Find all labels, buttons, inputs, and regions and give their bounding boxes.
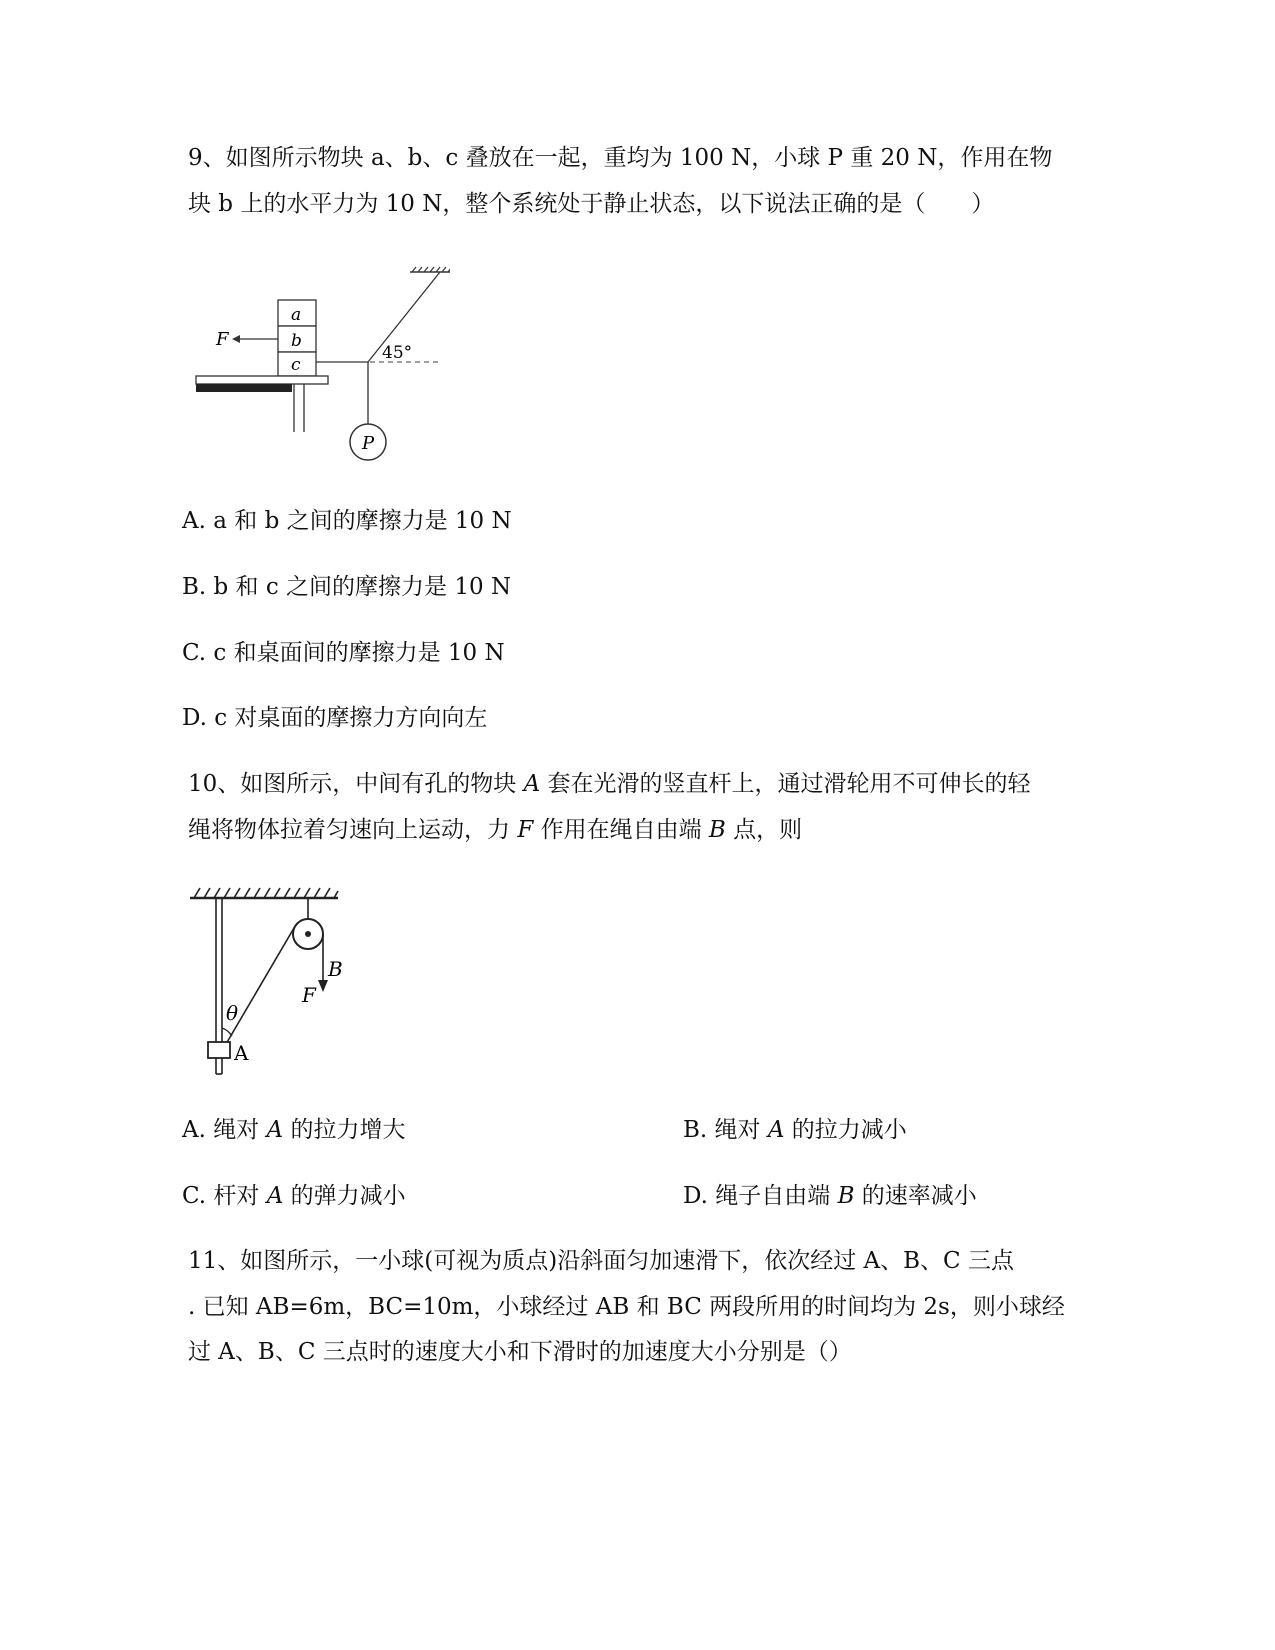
q9-table-top [196, 376, 328, 384]
q10-line1-var: A [523, 771, 541, 797]
q10-option-a-post: 的拉力增大 [283, 1117, 406, 1143]
q10-label-a: A [234, 1041, 249, 1065]
q10-line2-var2: B [708, 817, 726, 843]
q10-angle-arc [222, 1028, 232, 1036]
q9-label-p: P [362, 433, 375, 454]
q9-table-shadow [196, 384, 292, 392]
q10-option-c-pre: C. 杆对 [182, 1183, 267, 1209]
q9-label-c: c [291, 355, 301, 375]
q10-block-a [208, 1042, 230, 1058]
q9-option-d[interactable]: D. c 对桌面的摩擦力方向向左 [182, 705, 488, 731]
q10-option-d-pre: D. 绳子自由端 [683, 1183, 838, 1209]
q10-diagram [190, 878, 350, 1078]
q9-text-line-1: 9、如图所示物块 a、b、c 叠放在一起，重均为 100 N，小球 P 重 20 N，作用在物 [188, 145, 1053, 171]
q9-label-f: F [216, 329, 229, 350]
q10-option-a-var: A [266, 1117, 284, 1143]
q10-option-b-pre: B. 绳对 [683, 1117, 768, 1143]
q9-label-b: b [291, 331, 302, 351]
q10-rope-slanted [226, 928, 294, 1044]
q10-option-a[interactable] [182, 1115, 405, 1145]
q10-line2-mid: 作用在绳自由端 [533, 817, 709, 843]
q10-option-d[interactable] [683, 1181, 977, 1211]
q9-option-b[interactable]: B. b 和 c 之间的摩擦力是 10 N [182, 574, 512, 600]
q9-force-arrowhead [232, 335, 240, 343]
q10-label-theta: θ [226, 1001, 239, 1025]
q10-text-line-1 [188, 769, 1031, 799]
q10-option-c[interactable] [182, 1181, 406, 1211]
q11-text-line-2: . 已知 AB=6m，BC=10m，小球经过 AB 和 BC 两段所用的时间均为 2s，则小球经 [188, 1294, 1065, 1320]
q10-line1-post: 套在光滑的竖直杆上，通过滑轮用不可伸长的轻 [540, 771, 1031, 797]
q9-label-a: a [291, 305, 302, 325]
q9-diagram [190, 262, 450, 472]
q10-line2-post: 点，则 [725, 817, 803, 843]
q9-text-line-2: 块 b 上的水平力为 10 N，整个系统处于静止状态，以下说法正确的是（ ） [188, 191, 995, 217]
q10-line1-pre: 10、如图所示，中间有孔的物块 [188, 771, 524, 797]
q10-line2-var1: F [517, 817, 534, 843]
q10-option-a-pre: A. 绳对 [182, 1117, 267, 1143]
q10-option-c-post: 的弹力减小 [283, 1183, 406, 1209]
q10-option-b-post: 的拉力减小 [784, 1117, 907, 1143]
q10-option-d-var: B [837, 1183, 855, 1209]
q11-text-line-3: 过 A、B、C 三点时的速度大小和下滑时的加速度大小分别是（） [188, 1339, 852, 1365]
q10-label-b: B [328, 957, 343, 981]
q9-figure [190, 262, 450, 472]
q9-label-angle: 45° [382, 343, 413, 363]
q10-figure [190, 878, 350, 1078]
q9-option-a[interactable]: A. a 和 b 之间的摩擦力是 10 N [182, 508, 512, 534]
q10-force-arrowhead [318, 980, 328, 992]
q9-option-c[interactable]: C. c 和桌面间的摩擦力是 10 N [182, 640, 505, 666]
q10-label-f: F [302, 983, 316, 1007]
q11-text-line-1: 11、如图所示，一小球(可视为质点)沿斜面匀加速滑下，依次经过 A、B、C 三点 [188, 1248, 1014, 1274]
q10-option-b[interactable] [683, 1115, 907, 1145]
q10-pulley-axle [305, 931, 311, 937]
q10-text-line-2 [188, 815, 802, 845]
q10-option-c-var: A [266, 1183, 284, 1209]
q10-option-b-var: A [767, 1117, 785, 1143]
q10-line2-pre: 绳将物体拉着匀速向上运动，力 [188, 817, 518, 843]
q10-option-d-post: 的速率减小 [854, 1183, 977, 1209]
q10-ceiling-hatch [194, 888, 338, 898]
